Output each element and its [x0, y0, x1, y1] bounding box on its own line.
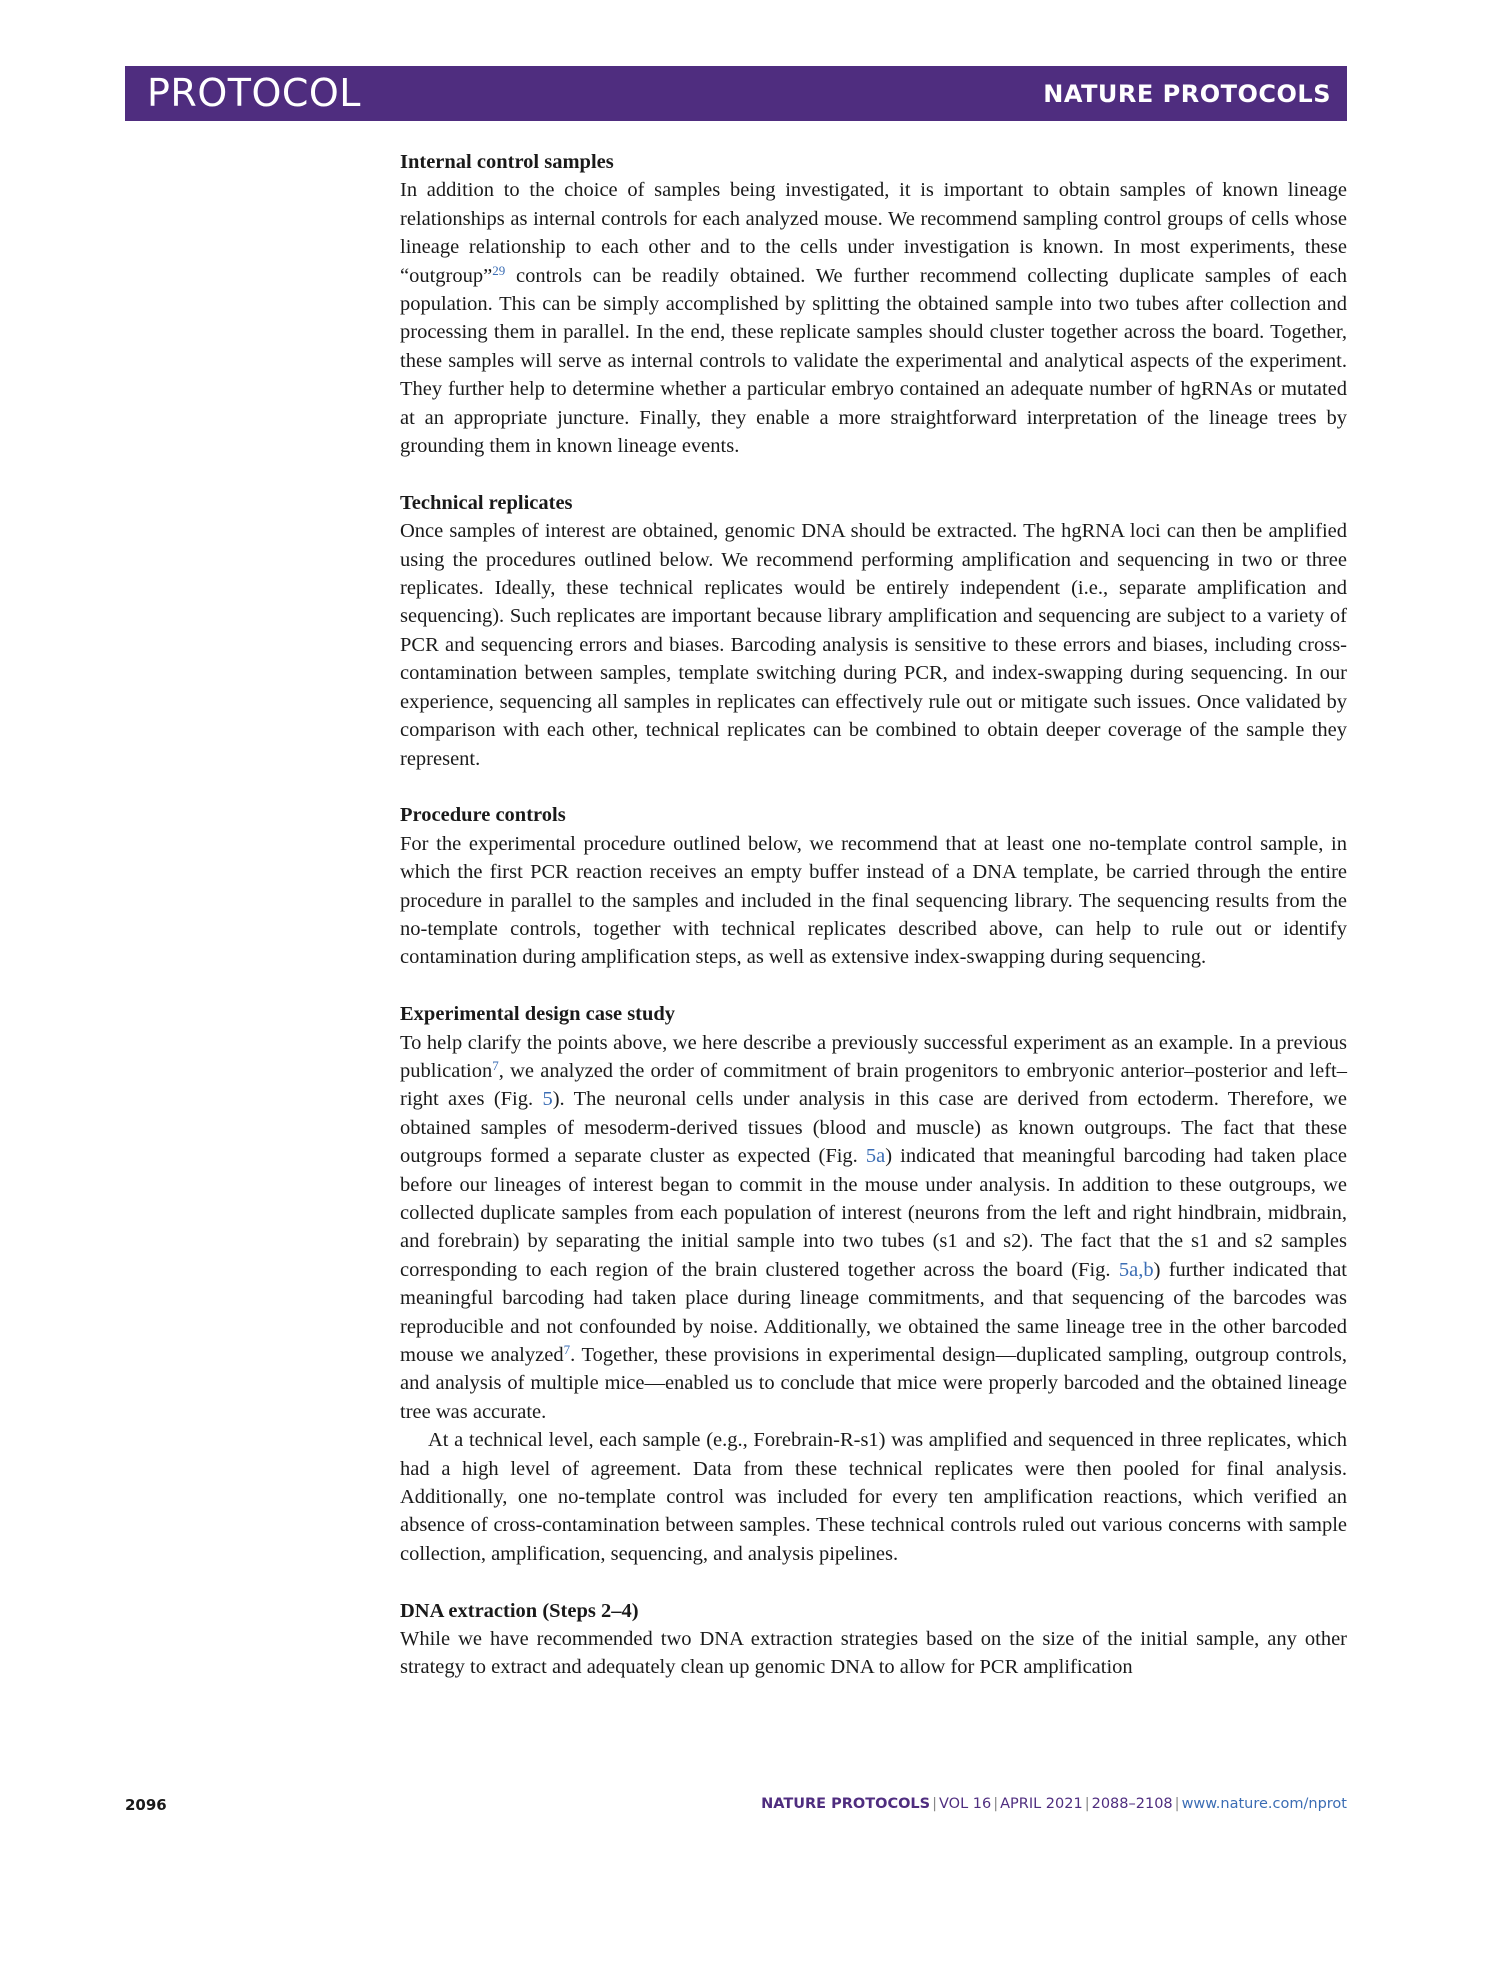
text-run: ). The neuronal cells under analysis in this case are derived from ectoderm. Therefore, we obtained samples of mesoderm-derived tissues (blood and muscle) as known outgroups. The fact that these outgroups formed a separate cluster as expected (Fig. — [400, 1088, 1347, 1168]
section-dna-extraction — [400, 1597, 1347, 1682]
section-heading: Experimental design case study — [400, 1003, 676, 1026]
footer-journal-name: NATURE PROTOCOLS — [761, 1796, 931, 1812]
header-banner — [125, 66, 1347, 121]
section-heading: Technical replicates — [400, 491, 573, 514]
paragraph: While we have recommended two DNA extraction strategies based on the size of the initial sample, any other strategy to extract and adequately clean up genomic DNA to allow for PCR amplification — [400, 1628, 1347, 1679]
section-procedure-controls — [400, 801, 1347, 971]
section-case-study — [400, 1000, 1347, 1568]
section-technical-replicates — [400, 489, 1347, 773]
journal-footer: NATURE PROTOCOLS | VOL 16 | APRIL 2021 | 2088–2108 | www.nature.com/nprot — [761, 1796, 1347, 1812]
text-run: ) indicated that meaningful barcoding had taken place before our lineages of interest began to commit in the mouse under analysis. In addition to these outgroups, we collected duplicate samples from each population of interest (neurons from the left and right hindbrain, midbrain, and forebrain) by separating the initial sample into two tubes (s1 and s2). The fact that the s1 and s2 samples corresponding to each region of the brain clustered together across the board (Fig. — [400, 1145, 1347, 1281]
journal-label: NATURE PROTOCOLS — [1043, 80, 1331, 108]
paragraph: For the experimental procedure outlined below, we recommend that at least one no-template control sample, in which the first PCR reaction receives an empty buffer instead of a DNA template, be carried through the entire procedure in parallel to the samples and included in the final sequencing library. The sequencing results from the no-template controls, together with technical replicates described above, can help to rule out or identify contamination during amplification steps, as well as extensive index-swapping during sequencing. — [400, 832, 1347, 969]
section-label: PROTOCOL — [147, 71, 361, 115]
paragraph: At a technical level, each sample (e.g., Forebrain-R-s1) was amplified and sequenced in three replicates, which had a high level of agreement. Data from these technical replicates were then pooled for final analysis. Additionally, one no-template control was included for every ten amplification reactions, which verified an absence of cross-contamination between samples. These technical controls ruled out various concerns with sample collection, amplification, sequencing, and analysis pipelines. — [400, 1429, 1347, 1565]
text-run: , we analyzed the order of commitment of brain progenitors to embryonic anterior–posterior and left–right axes (Fig. — [400, 1059, 1347, 1111]
text-run: controls can be readily obtained. We further recommend collecting duplicate samples of each population. This can be simply accomplished by splitting the obtained sample into two tubes after collection and processing them in parallel. In the end, these replicate samples should cluster together across the board. Together, these samples will serve as internal controls to validate the experimental and analytical aspects of the experiment. They further help to determine whether a particular embryo contained an adequate number of hgRNAs or mutated at an appropriate juncture. Finally, they enable a more straightforward interpretation of the lineage trees by grounding them in known lineage events. — [400, 264, 1347, 458]
footer-volume: VOL 16 — [939, 1796, 992, 1812]
figure-link[interactable]: 5a — [865, 1145, 886, 1168]
section-heading: DNA extraction (Steps 2–4) — [400, 1599, 639, 1622]
footer-date: APRIL 2021 — [1000, 1796, 1083, 1812]
section-internal-controls — [400, 148, 1347, 460]
page-number: 2096 — [125, 1796, 167, 1814]
citation-link[interactable]: 29 — [492, 262, 506, 278]
text-run: . Together, these provisions in experimental design—duplicated sampling, outgroup controls, and analysis of multiple mice—enabled us to conclude that mice were properly barcoded and the obtained lineage tree was accurate. — [400, 1344, 1347, 1423]
paragraph: Once samples of interest are obtained, genomic DNA should be extracted. The hgRNA loci can then be amplified using the procedures outlined below. We recommend performing amplification and sequencing in two or three replicates. Ideally, these technical replicates would be entirely independent (i.e., separate amplification and sequencing). Such replicates are important because library amplification and sequencing are subject to a variety of PCR and sequencing errors and biases. Barcoding analysis is sensitive to these errors and biases, including cross-contamination between samples, template switching during PCR, and index-swapping during sequencing. In our experience, sequencing all samples in replicates can effectively rule out or mitigate such issues. Once validated by comparison with each other, technical replicates can be combined to obtain deeper coverage of the sample they represent. — [400, 520, 1347, 770]
section-heading: Procedure controls — [400, 804, 566, 827]
citation-link[interactable]: 7 — [492, 1057, 499, 1073]
section-heading: Internal control samples — [400, 151, 614, 173]
figure-link[interactable]: 5a,b — [1118, 1258, 1154, 1281]
text-run: ) further indicated that meaningful barcoding had taken place during lineage commitments, and that sequencing of the barcodes was reproducible and not confounded by noise. Additionally, we obtained the same lineage tree in the other barcoded mouse we analyzed — [400, 1258, 1347, 1367]
article-body — [400, 148, 1347, 1710]
figure-link[interactable]: 5 — [542, 1088, 553, 1111]
text-run: In addition to the choice of samples being investigated, it is important to obtain samples of known lineage relationships as internal controls for each analyzed mouse. We recommend sampling control groups of cells whose lineage relationship to each other and to the cells under investigation is known. In most experiments, these “outgroup” — [400, 179, 1347, 287]
footer-url-link[interactable]: www.nature.com/nprot — [1181, 1796, 1347, 1812]
citation-link[interactable]: 7 — [563, 1342, 571, 1358]
text-run: To help clarify the points above, we here describe a previously successful experiment as an example. In a previous publication — [400, 1031, 1347, 1082]
paragraph — [400, 1029, 1347, 1427]
footer-pages: 2088–2108 — [1091, 1796, 1173, 1812]
paragraph — [400, 176, 1347, 460]
